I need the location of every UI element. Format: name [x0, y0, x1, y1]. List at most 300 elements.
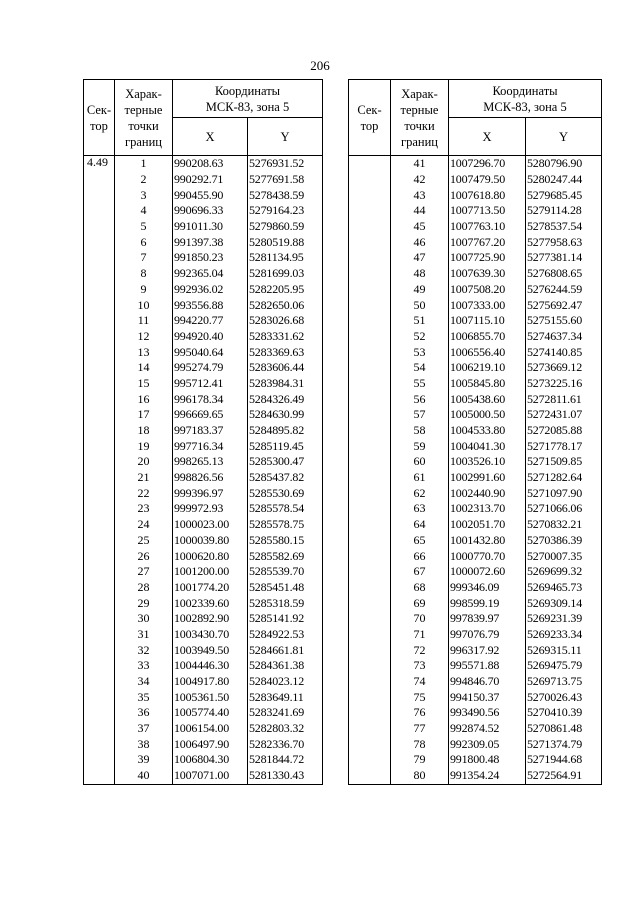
y-coordinate-cell: 5283369.63 [248, 344, 323, 360]
point-number-cell: 76 [391, 705, 449, 721]
point-number-cell: 68 [391, 580, 449, 596]
point-number-cell: 7 [115, 250, 173, 266]
y-coordinate-cell: 5278537.54 [526, 219, 602, 235]
table-row [84, 627, 323, 643]
point-number-cell: 32 [115, 642, 173, 658]
table-row [349, 187, 602, 203]
table-row [349, 611, 602, 627]
table-row [349, 533, 602, 549]
y-coordinate-cell: 5283331.62 [248, 329, 323, 345]
x-coordinate-cell: 991397.38 [173, 234, 248, 250]
point-number-cell: 31 [115, 627, 173, 643]
sector-cell [349, 219, 391, 235]
point-number-cell: 5 [115, 219, 173, 235]
y-coordinate-cell: 5269465.73 [526, 580, 602, 596]
y-coordinate-cell: 5269233.34 [526, 627, 602, 643]
sector-cell [349, 329, 391, 345]
x-coordinate-cell: 997839.97 [449, 611, 526, 627]
x-coordinate-cell: 1007333.00 [449, 297, 526, 313]
table-row [84, 438, 323, 454]
sector-cell [349, 344, 391, 360]
sector-cell [84, 203, 115, 219]
sector-cell [349, 674, 391, 690]
sector-cell [349, 642, 391, 658]
table-row [84, 533, 323, 549]
sector-cell [349, 282, 391, 298]
sector-cell [84, 736, 115, 752]
y-coordinate-cell: 5280796.90 [526, 156, 602, 172]
x-coordinate-cell: 994220.77 [173, 313, 248, 329]
y-coordinate-cell: 5271778.17 [526, 438, 602, 454]
point-number-cell: 50 [391, 297, 449, 313]
point-number-cell: 43 [391, 187, 449, 203]
y-coordinate-cell: 5281699.03 [248, 266, 323, 282]
table-row [84, 674, 323, 690]
x-coordinate-cell: 1007296.70 [449, 156, 526, 172]
header-y: Y [526, 118, 602, 156]
sector-cell [84, 297, 115, 313]
point-number-cell: 66 [391, 548, 449, 564]
point-number-cell: 29 [115, 595, 173, 611]
x-coordinate-cell: 994846.70 [449, 674, 526, 690]
table-row [84, 470, 323, 486]
x-coordinate-cell: 1000620.80 [173, 548, 248, 564]
y-coordinate-cell: 5285451.48 [248, 580, 323, 596]
point-number-cell: 56 [391, 391, 449, 407]
point-number-cell: 58 [391, 423, 449, 439]
y-coordinate-cell: 5271374.79 [526, 736, 602, 752]
point-number-cell: 75 [391, 689, 449, 705]
sector-cell [84, 391, 115, 407]
x-coordinate-cell: 1007071.00 [173, 768, 248, 784]
sector-cell [84, 533, 115, 549]
sector-cell [84, 423, 115, 439]
table-row [84, 580, 323, 596]
sector-cell [84, 407, 115, 423]
table-row [84, 564, 323, 580]
point-number-cell: 79 [391, 752, 449, 768]
table-row [349, 156, 602, 172]
point-number-cell: 27 [115, 564, 173, 580]
x-coordinate-cell: 996317.92 [449, 642, 526, 658]
table-row [84, 376, 323, 392]
y-coordinate-cell: 5279860.59 [248, 219, 323, 235]
table-row [349, 736, 602, 752]
point-number-cell: 63 [391, 501, 449, 517]
table-row [84, 689, 323, 705]
table-row [84, 266, 323, 282]
x-coordinate-cell: 1007639.30 [449, 266, 526, 282]
sector-cell [84, 517, 115, 533]
y-coordinate-cell: 5285119.45 [248, 438, 323, 454]
point-number-cell: 78 [391, 736, 449, 752]
point-number-cell: 80 [391, 768, 449, 784]
y-coordinate-cell: 5285318.59 [248, 595, 323, 611]
x-coordinate-cell: 1003949.50 [173, 642, 248, 658]
y-coordinate-cell: 5282205.95 [248, 282, 323, 298]
sector-cell [84, 250, 115, 266]
table-row [84, 219, 323, 235]
page-number: 206 [310, 58, 330, 73]
point-number-cell: 46 [391, 234, 449, 250]
table-row [84, 156, 323, 172]
x-coordinate-cell: 1002313.70 [449, 501, 526, 517]
point-number-cell: 28 [115, 580, 173, 596]
y-coordinate-cell: 5276244.59 [526, 282, 602, 298]
sector-cell [349, 234, 391, 250]
sector-cell [349, 517, 391, 533]
y-coordinate-cell: 5279164.23 [248, 203, 323, 219]
y-coordinate-cell: 5277958.63 [526, 234, 602, 250]
sector-cell [349, 752, 391, 768]
y-coordinate-cell: 5272431.07 [526, 407, 602, 423]
sector-cell [349, 611, 391, 627]
table-row [84, 721, 323, 737]
point-number-cell: 42 [391, 172, 449, 188]
y-coordinate-cell: 5270386.39 [526, 533, 602, 549]
sector-cell [349, 580, 391, 596]
sector-cell [84, 313, 115, 329]
point-number-cell: 9 [115, 282, 173, 298]
point-number-cell: 14 [115, 360, 173, 376]
y-coordinate-cell: 5284023.12 [248, 674, 323, 690]
sector-cell [349, 360, 391, 376]
sector-cell [84, 642, 115, 658]
table-row [84, 203, 323, 219]
y-coordinate-cell: 5271066.06 [526, 501, 602, 517]
y-coordinate-cell: 5281330.43 [248, 768, 323, 784]
sector-cell [84, 752, 115, 768]
table-row [84, 407, 323, 423]
x-coordinate-cell: 1007115.10 [449, 313, 526, 329]
y-coordinate-cell: 5276931.52 [248, 156, 323, 172]
point-number-cell: 6 [115, 234, 173, 250]
x-coordinate-cell: 996669.65 [173, 407, 248, 423]
header-coords-title: Координаты МСК-83, зона 5 [449, 80, 602, 118]
x-coordinate-cell: 991800.48 [449, 752, 526, 768]
y-coordinate-cell: 5272085.88 [526, 423, 602, 439]
y-coordinate-cell: 5270410.39 [526, 705, 602, 721]
y-coordinate-cell: 5283606.44 [248, 360, 323, 376]
sector-cell [349, 501, 391, 517]
x-coordinate-cell: 990208.63 [173, 156, 248, 172]
point-number-cell: 11 [115, 313, 173, 329]
x-coordinate-cell: 1002991.60 [449, 470, 526, 486]
table-row [349, 564, 602, 580]
y-coordinate-cell: 5285580.15 [248, 533, 323, 549]
point-number-cell: 62 [391, 485, 449, 501]
x-coordinate-cell: 1007508.20 [449, 282, 526, 298]
header-sector: Сек- тор [84, 80, 115, 156]
y-coordinate-cell: 5270832.21 [526, 517, 602, 533]
x-coordinate-cell: 991011.30 [173, 219, 248, 235]
table-row [84, 752, 323, 768]
table-row [349, 219, 602, 235]
x-coordinate-cell: 996178.34 [173, 391, 248, 407]
sector-cell [349, 533, 391, 549]
x-coordinate-cell: 998826.56 [173, 470, 248, 486]
table-row [349, 595, 602, 611]
sector-cell [84, 485, 115, 501]
x-coordinate-cell: 1004917.80 [173, 674, 248, 690]
header-y: Y [248, 118, 323, 156]
point-number-cell: 40 [115, 768, 173, 784]
sector-cell [84, 172, 115, 188]
y-coordinate-cell: 5284361.38 [248, 658, 323, 674]
point-number-cell: 55 [391, 376, 449, 392]
point-number-cell: 20 [115, 454, 173, 470]
table-row [84, 423, 323, 439]
table-row [349, 721, 602, 737]
y-coordinate-cell: 5269231.39 [526, 611, 602, 627]
point-number-cell: 47 [391, 250, 449, 266]
x-coordinate-cell: 991354.24 [449, 768, 526, 784]
sector-cell [349, 203, 391, 219]
x-coordinate-cell: 992874.52 [449, 721, 526, 737]
table-row [84, 344, 323, 360]
table-row [84, 282, 323, 298]
sector-cell [84, 705, 115, 721]
point-number-cell: 1 [115, 156, 173, 172]
point-number-cell: 61 [391, 470, 449, 486]
x-coordinate-cell: 1001774.20 [173, 580, 248, 596]
x-coordinate-cell: 1000023.00 [173, 517, 248, 533]
x-coordinate-cell: 1006556.40 [449, 344, 526, 360]
table-row [349, 689, 602, 705]
sector-cell [84, 376, 115, 392]
x-coordinate-cell: 998599.19 [449, 595, 526, 611]
table-row [349, 297, 602, 313]
point-number-cell: 72 [391, 642, 449, 658]
x-coordinate-cell: 997183.37 [173, 423, 248, 439]
y-coordinate-cell: 5274637.34 [526, 329, 602, 345]
x-coordinate-cell: 1005361.50 [173, 689, 248, 705]
point-number-cell: 23 [115, 501, 173, 517]
sector-cell [349, 423, 391, 439]
y-coordinate-cell: 5283984.31 [248, 376, 323, 392]
table-row [84, 595, 323, 611]
x-coordinate-cell: 995571.88 [449, 658, 526, 674]
point-number-cell: 74 [391, 674, 449, 690]
table-row [349, 501, 602, 517]
sector-cell [349, 470, 391, 486]
table-row [84, 485, 323, 501]
header-points: Харак- терные точки границ [391, 80, 449, 156]
y-coordinate-cell: 5276808.65 [526, 266, 602, 282]
point-number-cell: 48 [391, 266, 449, 282]
point-number-cell: 22 [115, 485, 173, 501]
point-number-cell: 67 [391, 564, 449, 580]
sector-cell [349, 313, 391, 329]
table-row [84, 658, 323, 674]
point-number-cell: 77 [391, 721, 449, 737]
point-number-cell: 19 [115, 438, 173, 454]
table-row [84, 548, 323, 564]
y-coordinate-cell: 5272564.91 [526, 768, 602, 784]
y-coordinate-cell: 5282803.32 [248, 721, 323, 737]
y-coordinate-cell: 5284661.81 [248, 642, 323, 658]
y-coordinate-cell: 5285437.82 [248, 470, 323, 486]
sector-cell [349, 705, 391, 721]
table-row [84, 501, 323, 517]
x-coordinate-cell: 998265.13 [173, 454, 248, 470]
sector-cell [84, 658, 115, 674]
x-coordinate-cell: 1006154.00 [173, 721, 248, 737]
x-coordinate-cell: 1007479.50 [449, 172, 526, 188]
point-number-cell: 57 [391, 407, 449, 423]
table-row [84, 313, 323, 329]
point-number-cell: 35 [115, 689, 173, 705]
table-row [349, 423, 602, 439]
table-row [349, 548, 602, 564]
x-coordinate-cell: 1007725.90 [449, 250, 526, 266]
sector-cell [349, 564, 391, 580]
point-number-cell: 37 [115, 721, 173, 737]
sector-cell [349, 454, 391, 470]
x-coordinate-cell: 992365.04 [173, 266, 248, 282]
y-coordinate-cell: 5271509.85 [526, 454, 602, 470]
y-coordinate-cell: 5285539.70 [248, 564, 323, 580]
sector-cell [84, 329, 115, 345]
y-coordinate-cell: 5275692.47 [526, 297, 602, 313]
x-coordinate-cell: 1005000.50 [449, 407, 526, 423]
x-coordinate-cell: 1000039.80 [173, 533, 248, 549]
y-coordinate-cell: 5269309.14 [526, 595, 602, 611]
x-coordinate-cell: 995040.64 [173, 344, 248, 360]
point-number-cell: 13 [115, 344, 173, 360]
sector-cell [349, 376, 391, 392]
sector-cell [84, 282, 115, 298]
sector-cell [349, 548, 391, 564]
y-coordinate-cell: 5280519.88 [248, 234, 323, 250]
table-row [84, 391, 323, 407]
table-row [84, 768, 323, 784]
point-number-cell: 16 [115, 391, 173, 407]
point-number-cell: 17 [115, 407, 173, 423]
x-coordinate-cell: 1003526.10 [449, 454, 526, 470]
table-row [349, 627, 602, 643]
sector-cell [84, 234, 115, 250]
y-coordinate-cell: 5269475.79 [526, 658, 602, 674]
sector-cell [349, 438, 391, 454]
table-row [84, 705, 323, 721]
table-row [84, 642, 323, 658]
x-coordinate-cell: 1006219.10 [449, 360, 526, 376]
point-number-cell: 3 [115, 187, 173, 203]
x-coordinate-cell: 1004533.80 [449, 423, 526, 439]
x-coordinate-cell: 1002892.90 [173, 611, 248, 627]
table-row [349, 344, 602, 360]
table-row [349, 407, 602, 423]
y-coordinate-cell: 5283026.68 [248, 313, 323, 329]
y-coordinate-cell: 5283241.69 [248, 705, 323, 721]
x-coordinate-cell: 1000072.60 [449, 564, 526, 580]
sector-cell [84, 674, 115, 690]
table-row [349, 470, 602, 486]
point-number-cell: 25 [115, 533, 173, 549]
table-row [349, 391, 602, 407]
y-coordinate-cell: 5284922.53 [248, 627, 323, 643]
header-coords-title: Координаты МСК-83, зона 5 [173, 80, 323, 118]
table-row [349, 282, 602, 298]
table-row [349, 438, 602, 454]
x-coordinate-cell: 999972.93 [173, 501, 248, 517]
table-row [349, 517, 602, 533]
table-row [349, 658, 602, 674]
x-coordinate-cell: 993556.88 [173, 297, 248, 313]
sector-cell [84, 187, 115, 203]
table-row [349, 329, 602, 345]
sector-cell [84, 438, 115, 454]
y-coordinate-cell: 5285578.75 [248, 517, 323, 533]
y-coordinate-cell: 5269699.32 [526, 564, 602, 580]
sector-cell [84, 580, 115, 596]
point-number-cell: 52 [391, 329, 449, 345]
y-coordinate-cell: 5275155.60 [526, 313, 602, 329]
point-number-cell: 8 [115, 266, 173, 282]
point-number-cell: 71 [391, 627, 449, 643]
sector-cell [349, 595, 391, 611]
y-coordinate-cell: 5284630.99 [248, 407, 323, 423]
point-number-cell: 51 [391, 313, 449, 329]
y-coordinate-cell: 5281134.95 [248, 250, 323, 266]
table-row [84, 234, 323, 250]
x-coordinate-cell: 1006855.70 [449, 329, 526, 345]
table-row [349, 674, 602, 690]
y-coordinate-cell: 5271282.64 [526, 470, 602, 486]
y-coordinate-cell: 5272811.61 [526, 391, 602, 407]
y-coordinate-cell: 5277691.58 [248, 172, 323, 188]
x-coordinate-cell: 991850.23 [173, 250, 248, 266]
x-coordinate-cell: 995712.41 [173, 376, 248, 392]
sector-cell [84, 689, 115, 705]
sector-cell [349, 266, 391, 282]
sector-cell [84, 627, 115, 643]
point-number-cell: 73 [391, 658, 449, 674]
table-row [84, 172, 323, 188]
header-x: X [449, 118, 526, 156]
x-coordinate-cell: 999346.09 [449, 580, 526, 596]
sector-cell: 4.49 [84, 156, 115, 172]
sector-cell [349, 485, 391, 501]
sector-cell [349, 187, 391, 203]
y-coordinate-cell: 5281844.72 [248, 752, 323, 768]
y-coordinate-cell: 5285582.69 [248, 548, 323, 564]
point-number-cell: 38 [115, 736, 173, 752]
y-coordinate-cell: 5279685.45 [526, 187, 602, 203]
y-coordinate-cell: 5270861.48 [526, 721, 602, 737]
table-row [349, 580, 602, 596]
point-number-cell: 10 [115, 297, 173, 313]
point-number-cell: 45 [391, 219, 449, 235]
y-coordinate-cell: 5282650.06 [248, 297, 323, 313]
table-row [349, 642, 602, 658]
point-number-cell: 30 [115, 611, 173, 627]
point-number-cell: 54 [391, 360, 449, 376]
y-coordinate-cell: 5273669.12 [526, 360, 602, 376]
table-row [349, 234, 602, 250]
sector-cell [84, 219, 115, 235]
point-number-cell: 64 [391, 517, 449, 533]
x-coordinate-cell: 1007618.80 [449, 187, 526, 203]
y-coordinate-cell: 5278438.59 [248, 187, 323, 203]
table-row [84, 454, 323, 470]
table-row [84, 611, 323, 627]
sector-cell [349, 407, 391, 423]
sector-cell [349, 250, 391, 266]
x-coordinate-cell: 994150.37 [449, 689, 526, 705]
point-number-cell: 34 [115, 674, 173, 690]
